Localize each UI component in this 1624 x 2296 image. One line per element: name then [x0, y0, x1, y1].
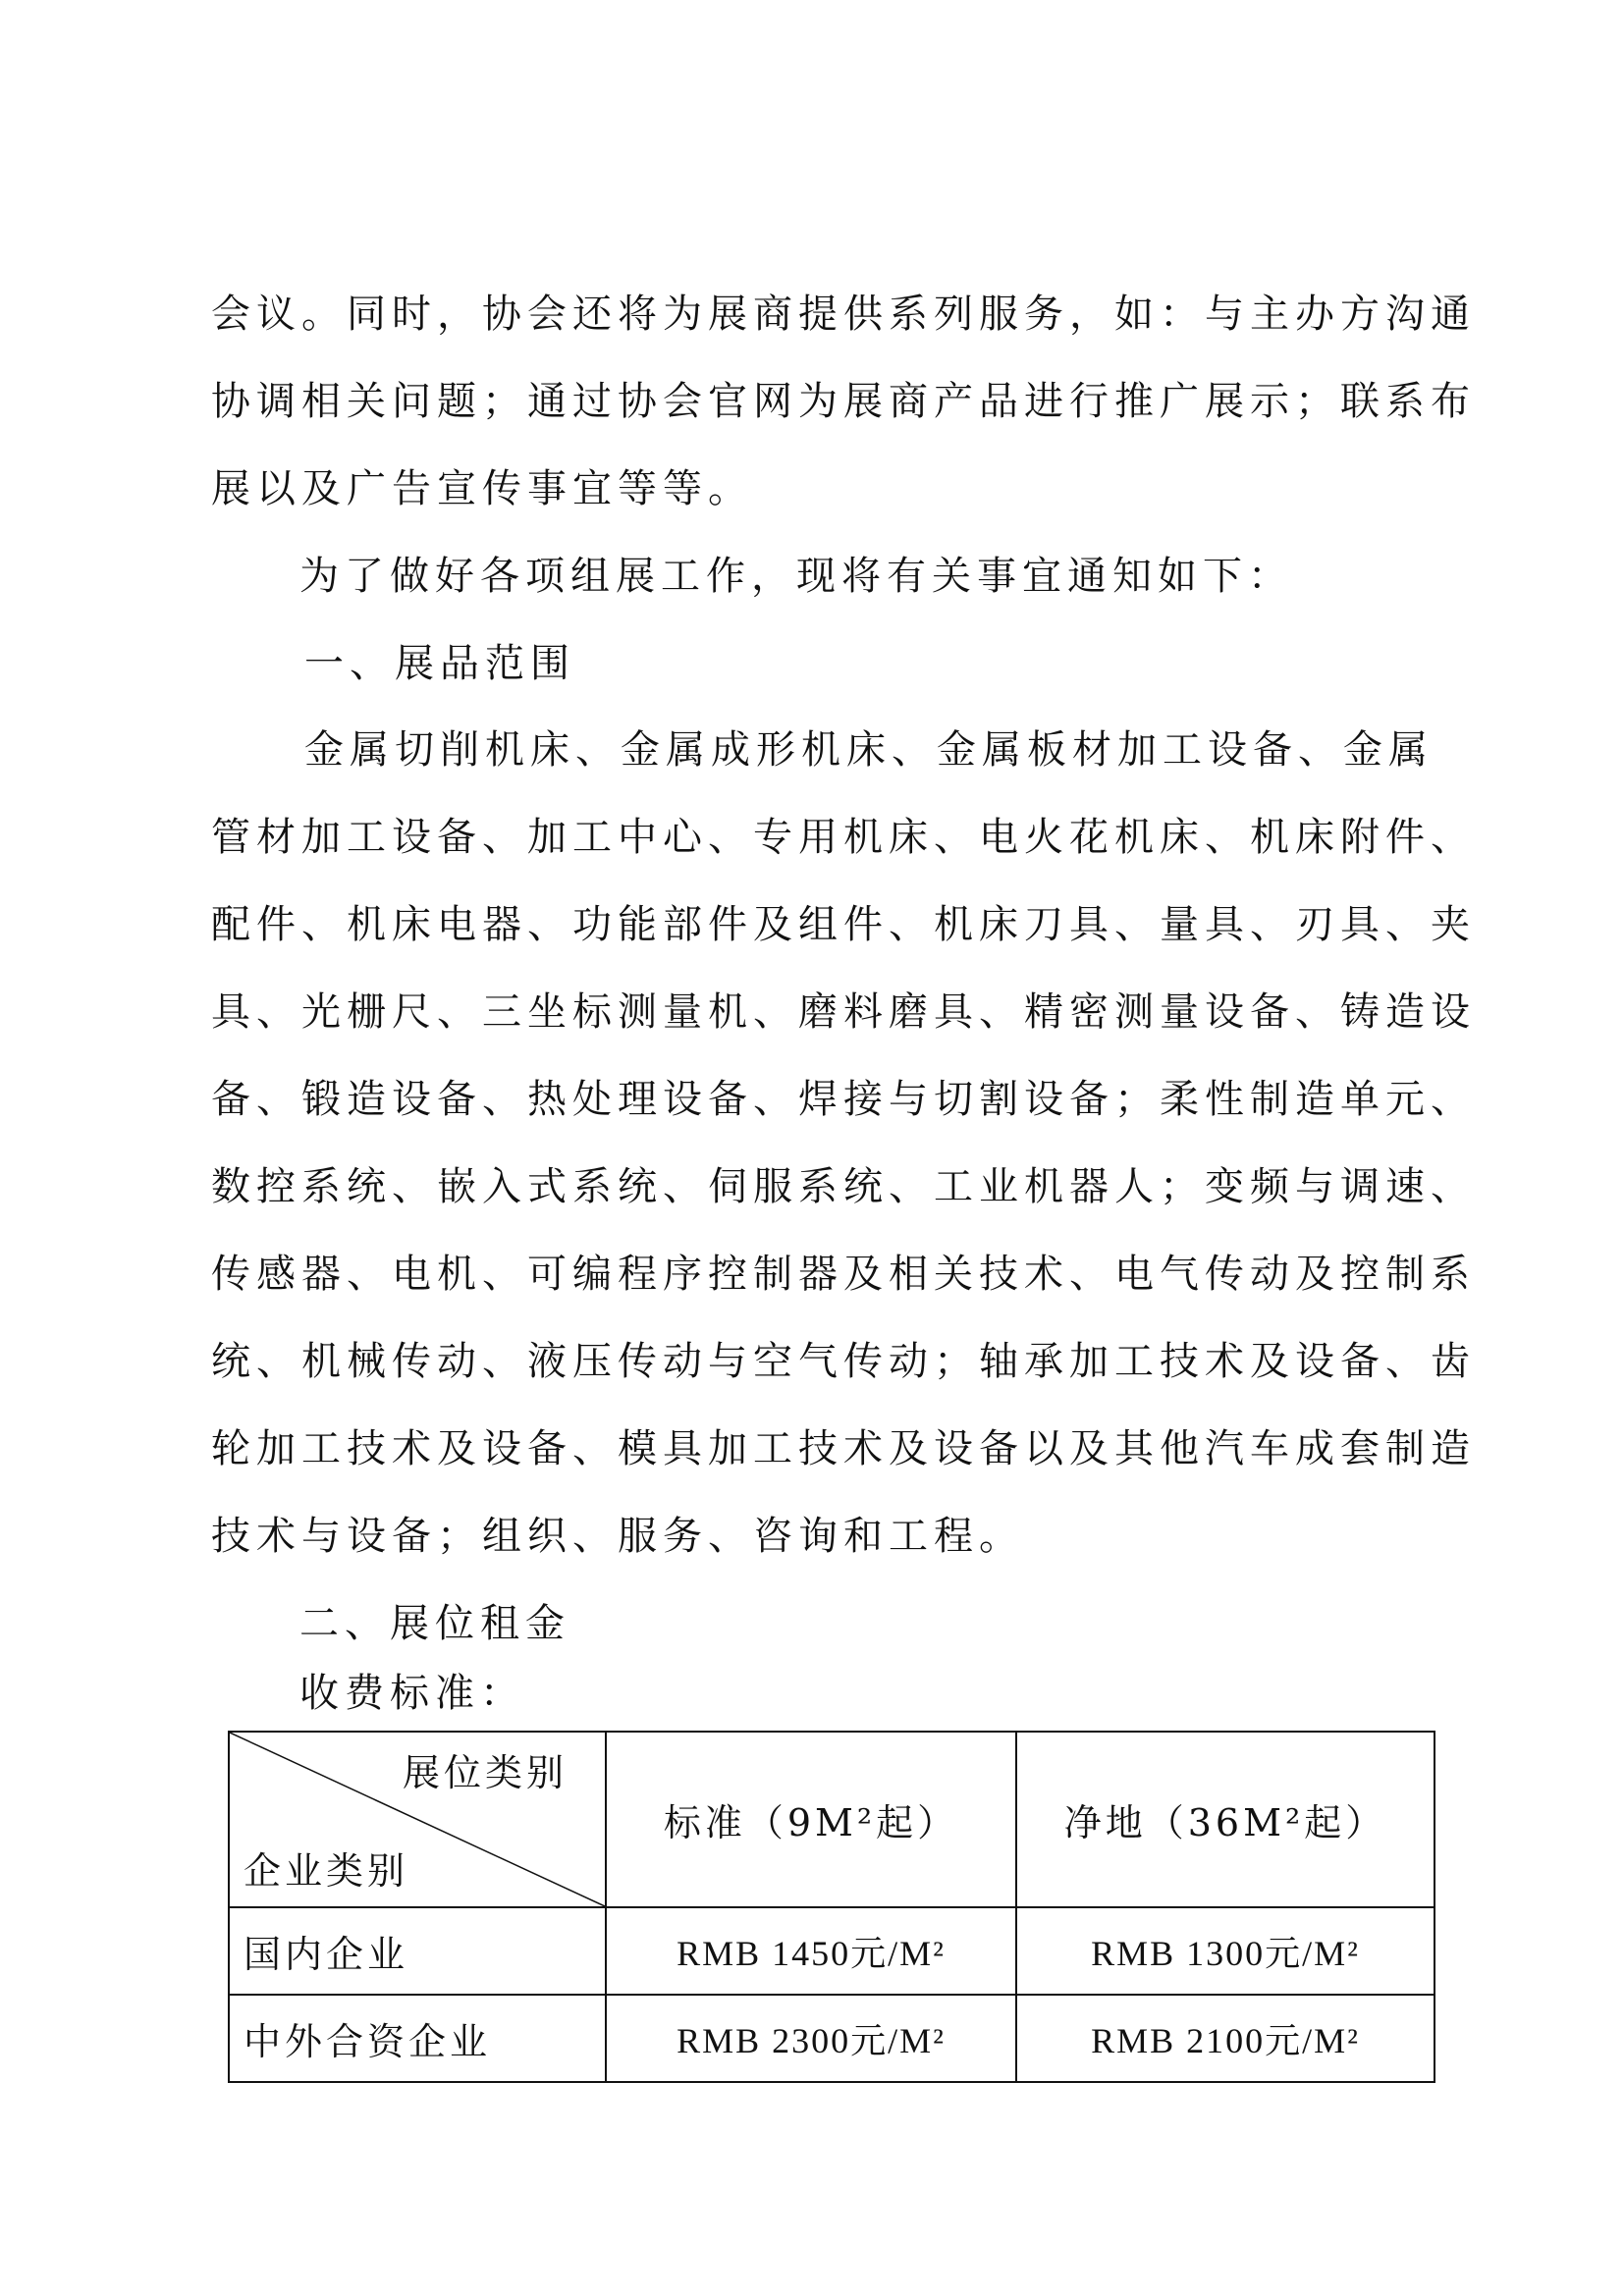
paragraph-line: 管材加工设备、加工中心、专用机床、电火花机床、机床附件、 [211, 815, 1476, 860]
diagonal-header-cell [229, 1732, 606, 1907]
paragraph-line: 展以及广告宣传事宜等等。 [211, 466, 753, 511]
paragraph-line: 具、光栅尺、三坐标测量机、磨料磨具、精密测量设备、铸造设 [211, 989, 1476, 1035]
header-booth-category: 展位类别 [402, 1751, 568, 1794]
header-raw-space: 净地（36M²起） [1016, 1732, 1435, 1907]
table-row [229, 1907, 1435, 1995]
paragraph-line: 统、机械传动、液压传动与空气传动；轴承加工技术及设备、齿 [211, 1339, 1476, 1384]
table-header-row [229, 1732, 1435, 1907]
header-enterprise-category: 企业类别 [244, 1849, 409, 1893]
price-standard: RMB 2300元/M² [606, 1995, 1016, 2082]
paragraph-line: 轮加工技术及设备、模具加工技术及设备以及其他汽车成套制造 [211, 1426, 1476, 1471]
paragraph-line: 传感器、电机、可编程序控制器及相关技术、电气传动及控制系 [211, 1252, 1476, 1297]
table-row [229, 1995, 1435, 2082]
header-standard-booth: 标准（9M²起） [606, 1732, 1016, 1907]
price-standard: RMB 1450元/M² [606, 1907, 1016, 1995]
paragraph-line: 数控系统、嵌入式系统、伺服系统、工业机器人；变频与调速、 [211, 1164, 1476, 1209]
price-raw-space: RMB 2100元/M² [1016, 1995, 1435, 2082]
section-heading-booth-rent: 二、展位租金 [299, 1601, 570, 1646]
section-heading-exhibit-scope: 一、展品范围 [304, 641, 575, 686]
row-category: 国内企业 [229, 1907, 606, 1995]
paragraph-line: 为了做好各项组展工作，现将有关事宜通知如下： [299, 554, 1293, 599]
paragraph-line: 会议。同时，协会还将为展商提供系列服务，如：与主办方沟通 [211, 292, 1476, 337]
price-raw-space: RMB 1300元/M² [1016, 1907, 1435, 1995]
paragraph-line: 技术与设备；组织、服务、咨询和工程。 [211, 1514, 1024, 1559]
paragraph-line: 金属切削机床、金属成形机床、金属板材加工设备、金属 [304, 727, 1434, 773]
fee-standard-label: 收费标准： [299, 1671, 525, 1716]
row-category: 中外合资企业 [229, 1995, 606, 2082]
fee-table [228, 1731, 1435, 2083]
paragraph-line: 协调相关问题；通过协会官网为展商产品进行推广展示；联系布 [211, 379, 1476, 424]
paragraph-line: 备、锻造设备、热处理设备、焊接与切割设备；柔性制造单元、 [211, 1077, 1476, 1122]
paragraph-line: 配件、机床电器、功能部件及组件、机床刀具、量具、刃具、夹 [211, 902, 1476, 947]
